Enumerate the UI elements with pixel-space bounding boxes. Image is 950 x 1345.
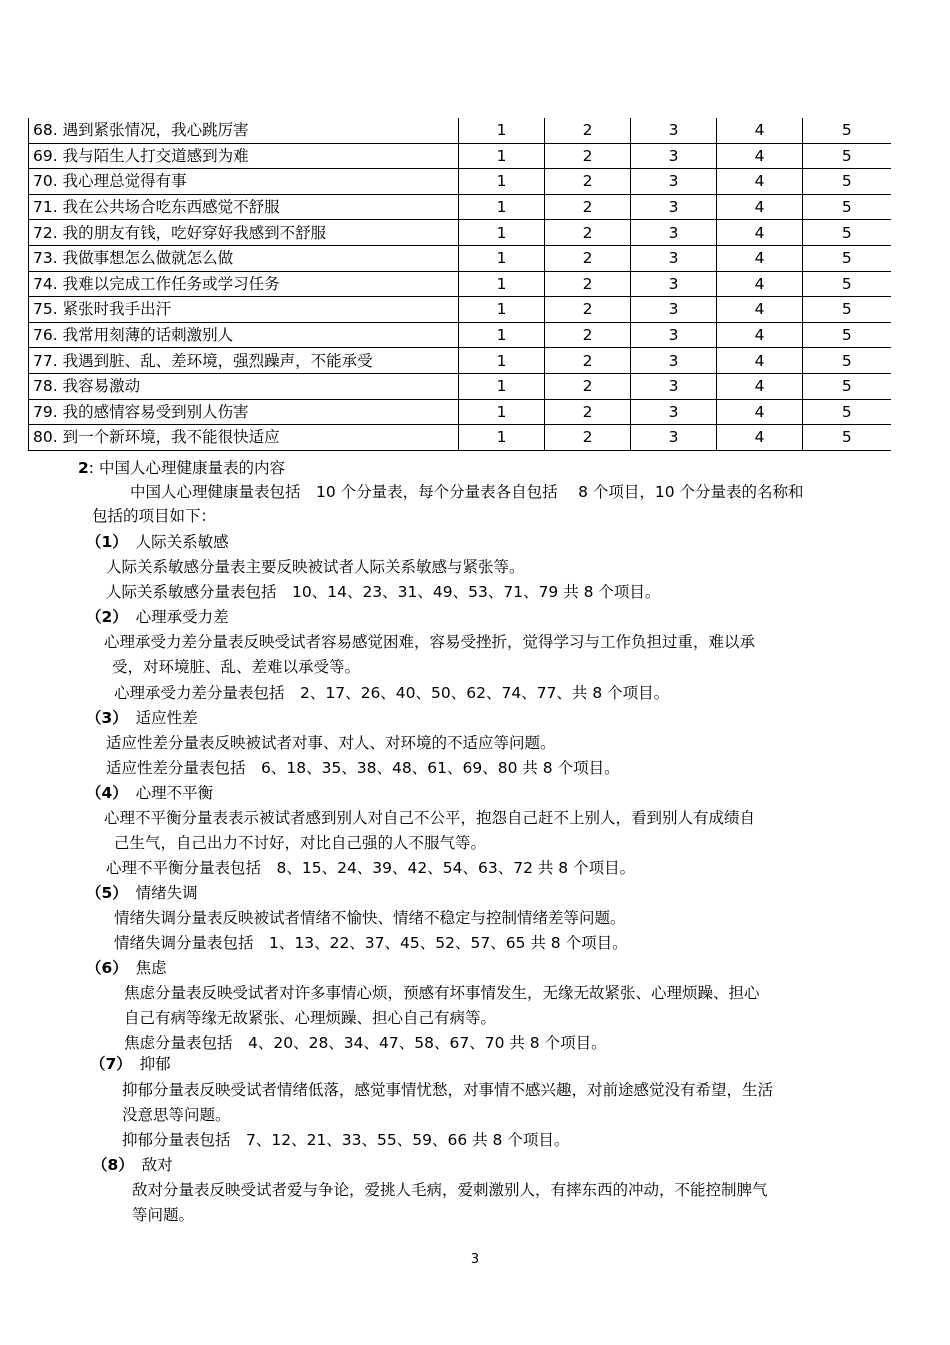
subscale-number: （4）: [86, 784, 121, 802]
item-text: 75. 紧张时我手出汗: [29, 297, 459, 323]
subscale-description: 情绪失调分量表反映被试者情绪不愉快、情绪不稳定与控制情绪差等问题。: [114, 909, 626, 927]
rating-option-3: 3: [631, 425, 717, 451]
subscale-items: 心理不平衡分量表包括 8、15、24、39、42、54、63、72 共 8 个项目。: [106, 859, 636, 877]
item-text: 74. 我难以完成工作任务或学习任务: [29, 271, 459, 297]
table-row: [29, 194, 891, 220]
table-row: [29, 348, 891, 374]
table-row: [29, 220, 891, 246]
rating-option-5: 5: [803, 143, 891, 169]
subscale-items: 人际关系敏感分量表包括 10、14、23、31、49、53、71、79 共 8 个项目。: [106, 583, 661, 601]
subscale-items: 心理承受力差分量表包括 2、17、26、40、50、62、74、77、共 8 个项目。: [114, 684, 670, 702]
subscale-description: 自己有病等缘无故紧张、心理烦躁、担心自己有病等。: [124, 1009, 497, 1027]
table-row: [29, 143, 891, 169]
rating-option-3: 3: [631, 143, 717, 169]
rating-option-3: 3: [631, 118, 717, 143]
rating-option-2: 2: [545, 322, 631, 348]
rating-option-1: 1: [459, 245, 545, 271]
rating-option-2: 2: [545, 399, 631, 425]
table-row: [29, 297, 891, 323]
subscale-name: 焦虑: [135, 959, 167, 977]
rating-option-3: 3: [631, 399, 717, 425]
rating-option-2: 2: [545, 169, 631, 195]
rating-option-5: 5: [803, 220, 891, 246]
item-text: 68. 遇到紧张情况，我心跳厉害: [29, 118, 459, 143]
subscale-heading: [86, 532, 229, 552]
rating-option-4: 4: [717, 322, 803, 348]
subscale-description: 受，对环境脏、乱、差难以承受等。: [112, 658, 361, 676]
rating-option-3: 3: [631, 297, 717, 323]
rating-option-3: 3: [631, 348, 717, 374]
rating-option-2: 2: [545, 245, 631, 271]
subscale-name: 敌对: [141, 1156, 173, 1174]
subscale-description: 心理承受力差分量表反映受试者容易感觉困难，容易受挫折，觉得学习与工作负担过重，难以承: [104, 633, 756, 651]
subscale-number: （8）: [92, 1156, 127, 1174]
rating-option-1: 1: [459, 297, 545, 323]
table-row: [29, 118, 891, 143]
subscale-description: 焦虑分量表反映受试者对许多事情心烦，预感有坏事情发生，无缘无故紧张、心理烦躁、担心: [124, 984, 760, 1002]
subscale-description: 敌对分量表反映受试者爱与争论，爱挑人毛病，爱刺激别人，有摔东西的冲动，不能控制脾气: [132, 1181, 768, 1199]
rating-option-2: 2: [545, 118, 631, 143]
rating-option-5: 5: [803, 271, 891, 297]
rating-option-2: 2: [545, 348, 631, 374]
rating-option-1: 1: [459, 399, 545, 425]
subscale-name: 适应性差: [135, 709, 198, 727]
rating-option-2: 2: [545, 271, 631, 297]
subscale-description: 人际关系敏感分量表主要反映被试者人际关系敏感与紧张等。: [106, 558, 525, 576]
rating-option-3: 3: [631, 169, 717, 195]
rating-option-2: 2: [545, 143, 631, 169]
item-text: 76. 我常用刻薄的话刺激别人: [29, 322, 459, 348]
rating-option-4: 4: [717, 297, 803, 323]
item-text: 72. 我的朋友有钱，吃好穿好我感到不舒服: [29, 220, 459, 246]
rating-option-5: 5: [803, 169, 891, 195]
subscale-name: 心理不平衡: [135, 784, 214, 802]
rating-option-4: 4: [717, 399, 803, 425]
subscale-items: 适应性差分量表包括 6、18、35、38、48、61、69、80 共 8 个项目。: [106, 759, 620, 777]
rating-option-4: 4: [717, 220, 803, 246]
subscale-name: 抑郁: [139, 1055, 171, 1073]
subscale-name: 心理承受力差: [135, 608, 229, 626]
rating-option-5: 5: [803, 373, 891, 399]
rating-table: [28, 118, 891, 451]
item-text: 79. 我的感情容易受到别人伤害: [29, 399, 459, 425]
rating-option-1: 1: [459, 373, 545, 399]
rating-option-1: 1: [459, 169, 545, 195]
subscale-number: （1）: [86, 533, 121, 551]
subscale-heading: [90, 1054, 171, 1074]
item-text: 69. 我与陌生人打交道感到为难: [29, 143, 459, 169]
table-row: [29, 169, 891, 195]
rating-option-5: 5: [803, 425, 891, 451]
item-text: 70. 我心理总觉得有事: [29, 169, 459, 195]
item-text: 71. 我在公共场合吃东西感觉不舒服: [29, 194, 459, 220]
subscale-heading: [86, 958, 167, 978]
rating-option-1: 1: [459, 322, 545, 348]
subscale-description: 抑郁分量表反映受试者情绪低落，感觉事情忧愁，对事情不感兴趣，对前途感觉没有希望，生活: [122, 1081, 774, 1099]
item-text: 77. 我遇到脏、乱、差环境，强烈躁声，不能承受: [29, 348, 459, 374]
rating-option-3: 3: [631, 373, 717, 399]
subscale-heading: [86, 783, 213, 803]
rating-option-3: 3: [631, 322, 717, 348]
rating-option-2: 2: [545, 194, 631, 220]
subscale-name: 情绪失调: [135, 884, 198, 902]
subscale-heading: [92, 1155, 173, 1175]
item-text: 73. 我做事想怎么做就怎么做: [29, 245, 459, 271]
table-row: [29, 373, 891, 399]
subscale-items: 情绪失调分量表包括 1、13、22、37、45、52、57、65 共 8 个项目。: [114, 934, 628, 952]
rating-option-4: 4: [717, 194, 803, 220]
rating-option-1: 1: [459, 271, 545, 297]
rating-option-2: 2: [545, 220, 631, 246]
rating-option-5: 5: [803, 297, 891, 323]
subscale-heading: [86, 708, 198, 728]
subscale-number: （3）: [86, 709, 121, 727]
rating-option-1: 1: [459, 425, 545, 451]
rating-option-4: 4: [717, 169, 803, 195]
rating-option-4: 4: [717, 143, 803, 169]
subscale-items: 抑郁分量表包括 7、12、21、33、55、59、66 共 8 个项目。: [122, 1131, 570, 1149]
table-row: [29, 399, 891, 425]
rating-option-4: 4: [717, 373, 803, 399]
subscale-description: 没意思等问题。: [122, 1106, 231, 1124]
rating-option-2: 2: [545, 297, 631, 323]
subscale-number: （2）: [86, 608, 121, 626]
subscale-heading: [86, 607, 229, 627]
rating-option-4: 4: [717, 245, 803, 271]
rating-option-4: 4: [717, 348, 803, 374]
rating-option-5: 5: [803, 348, 891, 374]
rating-option-5: 5: [803, 399, 891, 425]
rating-option-1: 1: [459, 348, 545, 374]
rating-option-5: 5: [803, 245, 891, 271]
subscale-number: （6）: [86, 959, 121, 977]
rating-option-5: 5: [803, 322, 891, 348]
subscale-description: 适应性差分量表反映被试者对事、对人、对环境的不适应等问题。: [106, 734, 556, 752]
subscale-description: 心理不平衡分量表表示被试者感到别人对自己不公平，抱怨自己赶不上别人，看到别人有成绩自: [104, 809, 756, 827]
rating-option-1: 1: [459, 220, 545, 246]
subscale-items: 焦虑分量表包括 4、20、28、34、47、58、67、70 共 8 个项目。: [124, 1034, 607, 1052]
section-title: : 中国人心理健康量表的内容: [88, 459, 285, 477]
rating-option-1: 1: [459, 143, 545, 169]
rating-option-1: 1: [459, 118, 545, 143]
subscale-heading: [86, 883, 198, 903]
subscale-number: （7）: [90, 1055, 125, 1073]
rating-option-2: 2: [545, 373, 631, 399]
section-intro-line-1: 中国人心理健康量表包括 10 个分量表，每个分量表各自包括 8 个项目，10 个分量表的名称和: [130, 483, 804, 501]
rating-option-5: 5: [803, 118, 891, 143]
item-text: 80. 到一个新环境，我不能很快适应: [29, 425, 459, 451]
section-intro-line-2: 包括的项目如下：: [92, 507, 217, 525]
subscale-description: 己生气，自己出力不讨好，对比自己强的人不服气等。: [114, 834, 487, 852]
rating-option-4: 4: [717, 425, 803, 451]
table-row: [29, 271, 891, 297]
subscale-description: 等问题。: [132, 1206, 195, 1224]
table-row: [29, 245, 891, 271]
rating-option-3: 3: [631, 271, 717, 297]
page-number: 3: [470, 1252, 480, 1267]
table-row: [29, 322, 891, 348]
rating-option-3: 3: [631, 220, 717, 246]
subscale-name: 人际关系敏感: [135, 533, 229, 551]
rating-option-4: 4: [717, 271, 803, 297]
item-text: 78. 我容易激动: [29, 373, 459, 399]
rating-option-5: 5: [803, 194, 891, 220]
rating-option-3: 3: [631, 245, 717, 271]
rating-option-3: 3: [631, 194, 717, 220]
rating-option-4: 4: [717, 118, 803, 143]
rating-option-2: 2: [545, 425, 631, 451]
rating-option-1: 1: [459, 194, 545, 220]
section-number: 2: [78, 459, 89, 477]
subscale-number: （5）: [86, 884, 121, 902]
table-row: [29, 425, 891, 451]
section-heading: [78, 458, 285, 478]
